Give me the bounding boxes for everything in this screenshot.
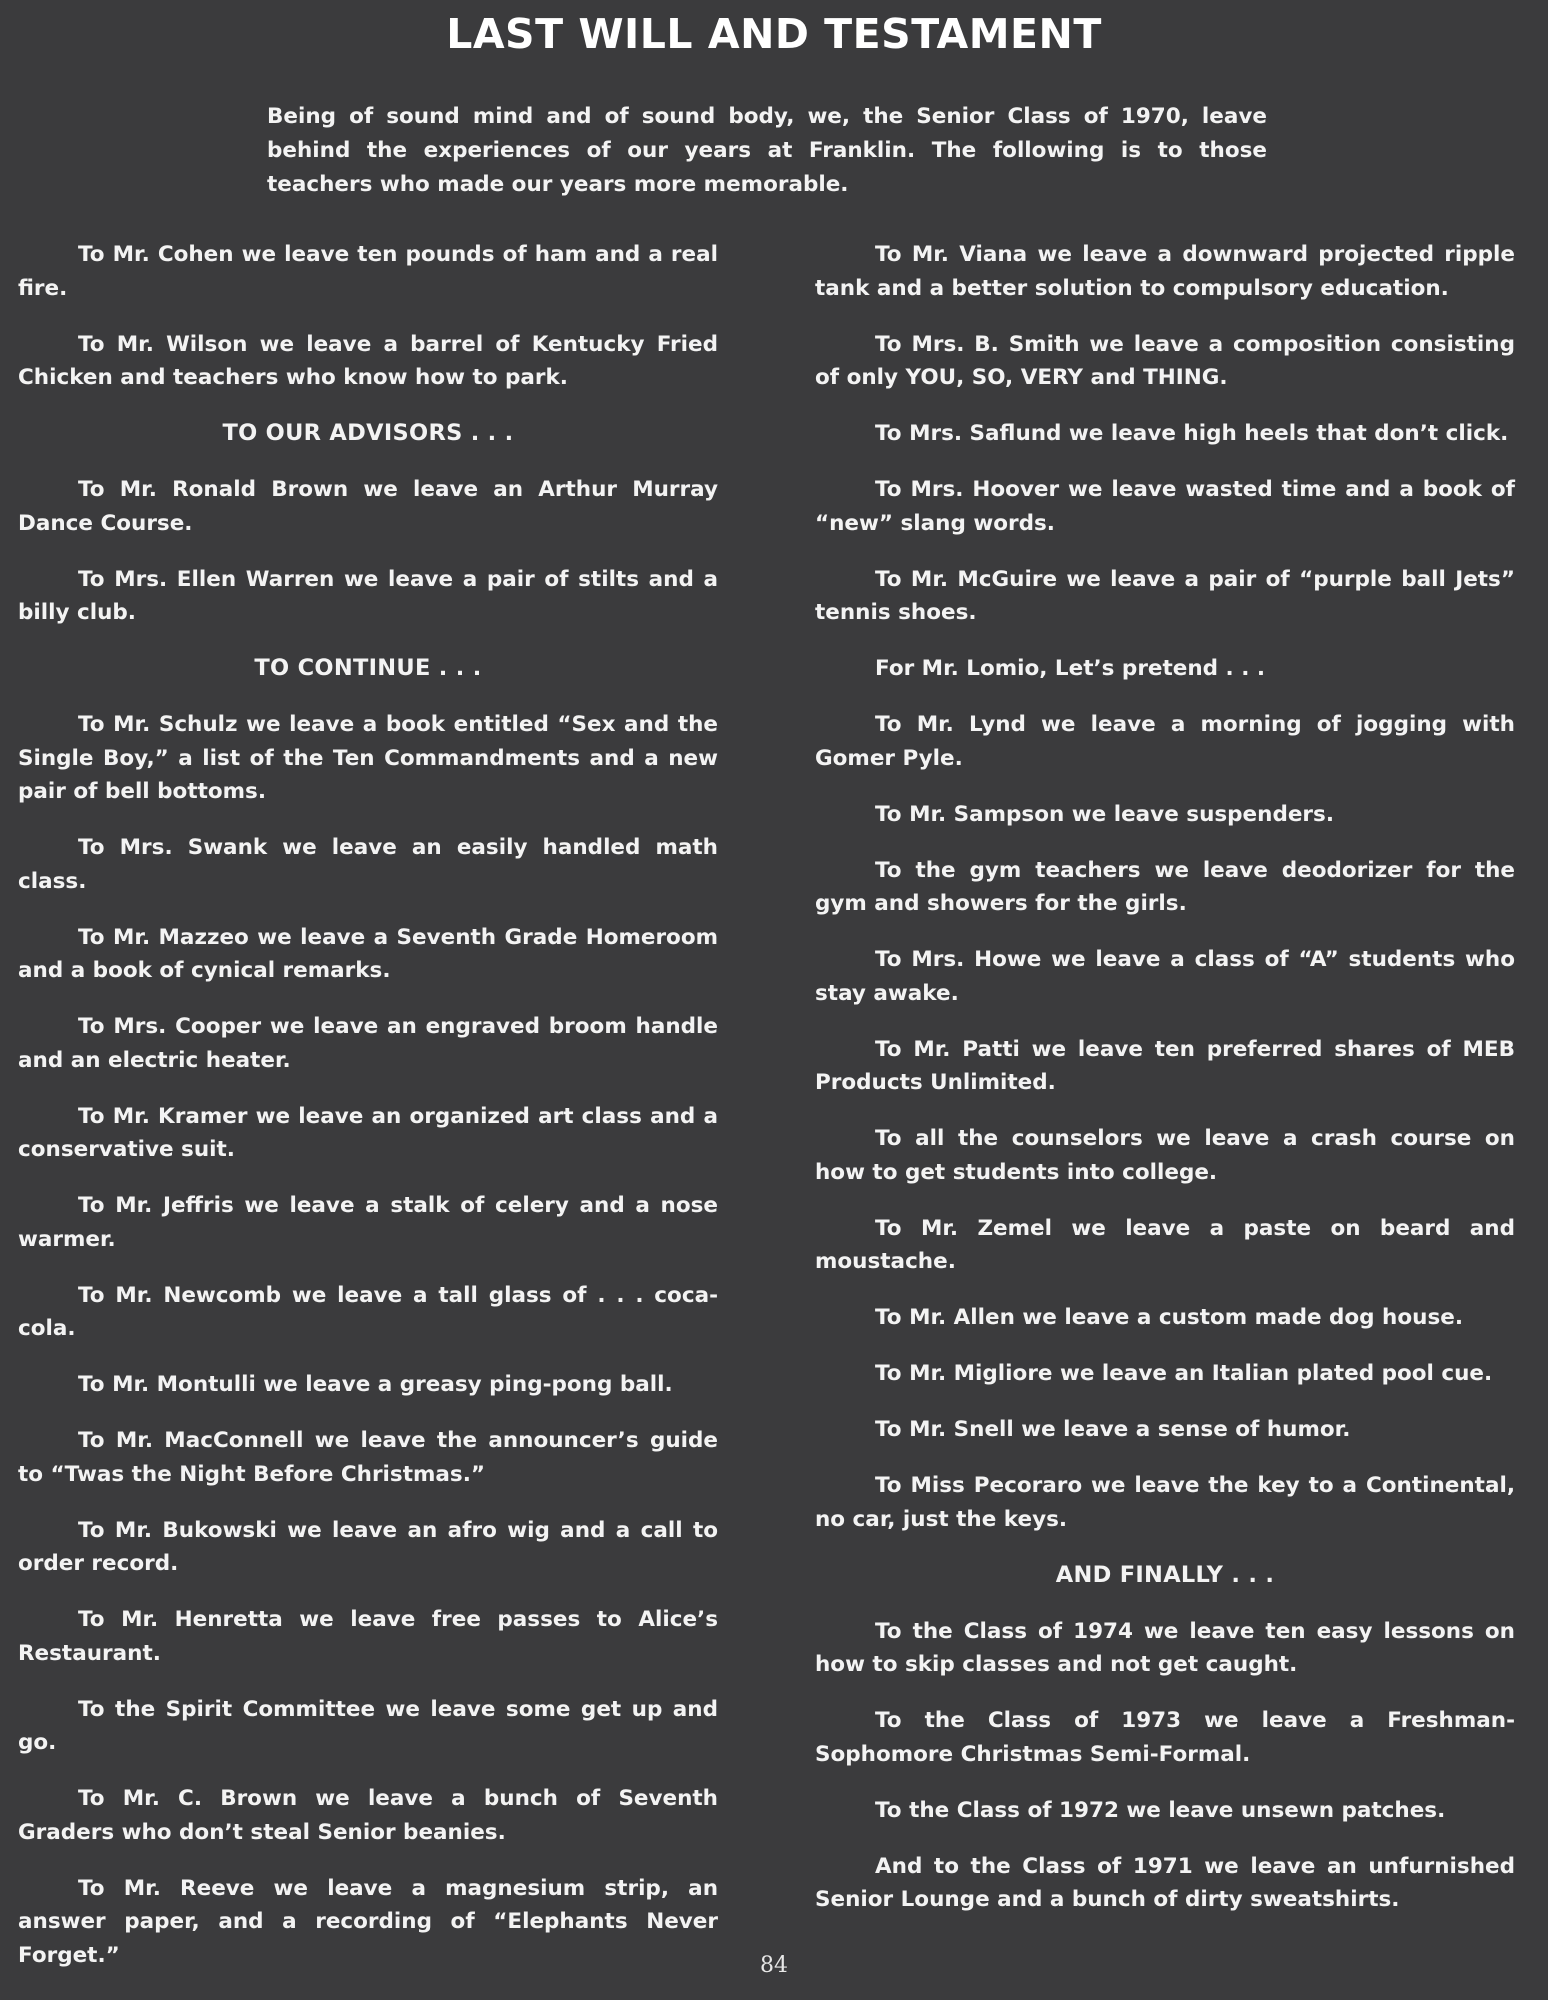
intro-paragraph: Being of sound mind and of sound body, we, the Senior Class of 1970, leave behind the experiences of our years at Franklin. The following is to those teachers who made our years more memorable. <box>267 104 1267 197</box>
section-heading: AND FINALLY . . . <box>1055 1561 1275 1588</box>
bequest-entry: To Mr. Bukowski we leave an afro wig and a call to order record. <box>18 1517 718 1576</box>
bequest-entry: To all the counselors we leave a crash course on how to get students into college. <box>815 1126 1515 1185</box>
bequest-entry: To Mr. Henretta we leave free passes to Alice’s Restaurant. <box>18 1607 718 1666</box>
right-column <box>815 238 1515 1939</box>
bequest-entry: To Mr. C. Brown we leave a bunch of Seventh Graders who don’t steal Senior beanies. <box>18 1786 718 1845</box>
bequest-entry: To Mr. Patti we leave ten preferred shares of MEB Products Unlimited. <box>815 1036 1515 1095</box>
bequest-entry: To Mrs. B. Smith we leave a composition consisting of only YOU, SO, VERY and THING. <box>815 331 1515 390</box>
bequest-entry: To Mrs. Hoover we leave wasted time and a book of “new” slang words. <box>815 477 1515 536</box>
bequest-entry: For Mr. Lomio, Let’s pretend . . . <box>875 656 1266 681</box>
page-title: LAST WILL AND TESTAMENT <box>446 10 1102 58</box>
bequest-entry: To Mr. Viana we leave a downward projected ripple tank and a better solution to compulsory education. <box>815 242 1515 301</box>
bequest-entry: To Mr. Allen we leave a custom made dog house. <box>875 1305 1463 1330</box>
bequest-entry: To Mr. Jeffris we leave a stalk of celery and a nose warmer. <box>18 1193 718 1252</box>
bequest-entry: To the Class of 1973 we leave a Freshman-Sophomore Christmas Semi-Formal. <box>815 1708 1515 1767</box>
bequest-entry: To Mr. MacConnell we leave the announcer’s guide to “Twas the Night Before Christmas.” <box>18 1428 718 1487</box>
bequest-entry: To Mr. Migliore we leave an Italian plated pool cue. <box>875 1361 1493 1386</box>
bequest-entry: To Mrs. Howe we leave a class of “A” students who stay awake. <box>815 947 1515 1006</box>
left-column <box>18 238 718 1995</box>
bequest-entry: To Mr. Sampson we leave suspenders. <box>875 801 1334 827</box>
bequest-entry: To Mr. Zemel we leave a paste on beard and moustache. <box>815 1215 1515 1274</box>
bequest-entry: To Mrs. Cooper we leave an engraved broom handle and an electric heater. <box>18 1014 718 1073</box>
bequest-entry: And to the Class of 1971 we leave an unfurnished Senior Lounge and a bunch of dirty sweatshirts. <box>815 1853 1515 1912</box>
bequest-entry: To the gym teachers we leave deodorizer for the gym and showers for the girls. <box>815 857 1515 916</box>
bequest-entry: To Mr. Lynd we leave a morning of jogging with Gomer Pyle. <box>815 712 1515 771</box>
bequest-entry: To Miss Pecoraro we leave the key to a Continental, no car, just the keys. <box>815 1473 1515 1532</box>
section-heading: TO CONTINUE . . . <box>254 655 482 681</box>
bequest-entry: To the Class of 1972 we leave unsewn patches. <box>875 1797 1446 1823</box>
bequest-entry: To Mr. Snell we leave a sense of humor. <box>875 1417 1351 1442</box>
bequest-entry: To Mr. Newcomb we leave a tall glass of . . . coca-cola. <box>18 1282 718 1341</box>
bequest-entry: To Mrs. Saflund we leave high heels that don’t click. <box>875 421 1509 446</box>
bequest-entry: To Mr. Kramer we leave an organized art class and a conservative suit. <box>18 1103 718 1162</box>
section-heading: TO OUR ADVISORS . . . <box>222 420 514 446</box>
bequest-entry: To Mr. Wilson we leave a barrel of Kentucky Fried Chicken and teachers who know how to park. <box>18 331 718 390</box>
bequest-entry: To Mr. Schulz we leave a book entitled “Sex and the Single Boy,” a list of the Ten Commandments and a new pair of bell bottoms. <box>18 712 718 804</box>
bequest-entry: To Mr. Ronald Brown we leave an Arthur Murray Dance Course. <box>18 477 718 536</box>
page-number: 84 <box>760 1953 788 1978</box>
bequest-entry: To the Class of 1974 we leave ten easy lessons on how to skip classes and not get caught. <box>815 1618 1515 1677</box>
bequest-entry: To the Spirit Committee we leave some get up and go. <box>18 1696 718 1755</box>
bequest-entry: To Mr. Cohen we leave ten pounds of ham and a real fire. <box>18 242 718 301</box>
bequest-entry: To Mr. McGuire we leave a pair of “purple ball Jets” tennis shoes. <box>815 566 1515 625</box>
bequest-entry: To Mrs. Ellen Warren we leave a pair of stilts and a billy club. <box>18 566 718 625</box>
bequest-entry: To Mr. Mazzeo we leave a Seventh Grade Homeroom and a book of cynical remarks. <box>18 924 718 983</box>
bequest-entry: To Mrs. Swank we leave an easily handled math class. <box>18 835 718 894</box>
bequest-entry: To Mr. Reeve we leave a magnesium strip, an answer paper, and a recording of “Elephants Never Forget.” <box>18 1875 718 1968</box>
bequest-entry: To Mr. Montulli we leave a greasy ping-pong ball. <box>78 1372 673 1397</box>
